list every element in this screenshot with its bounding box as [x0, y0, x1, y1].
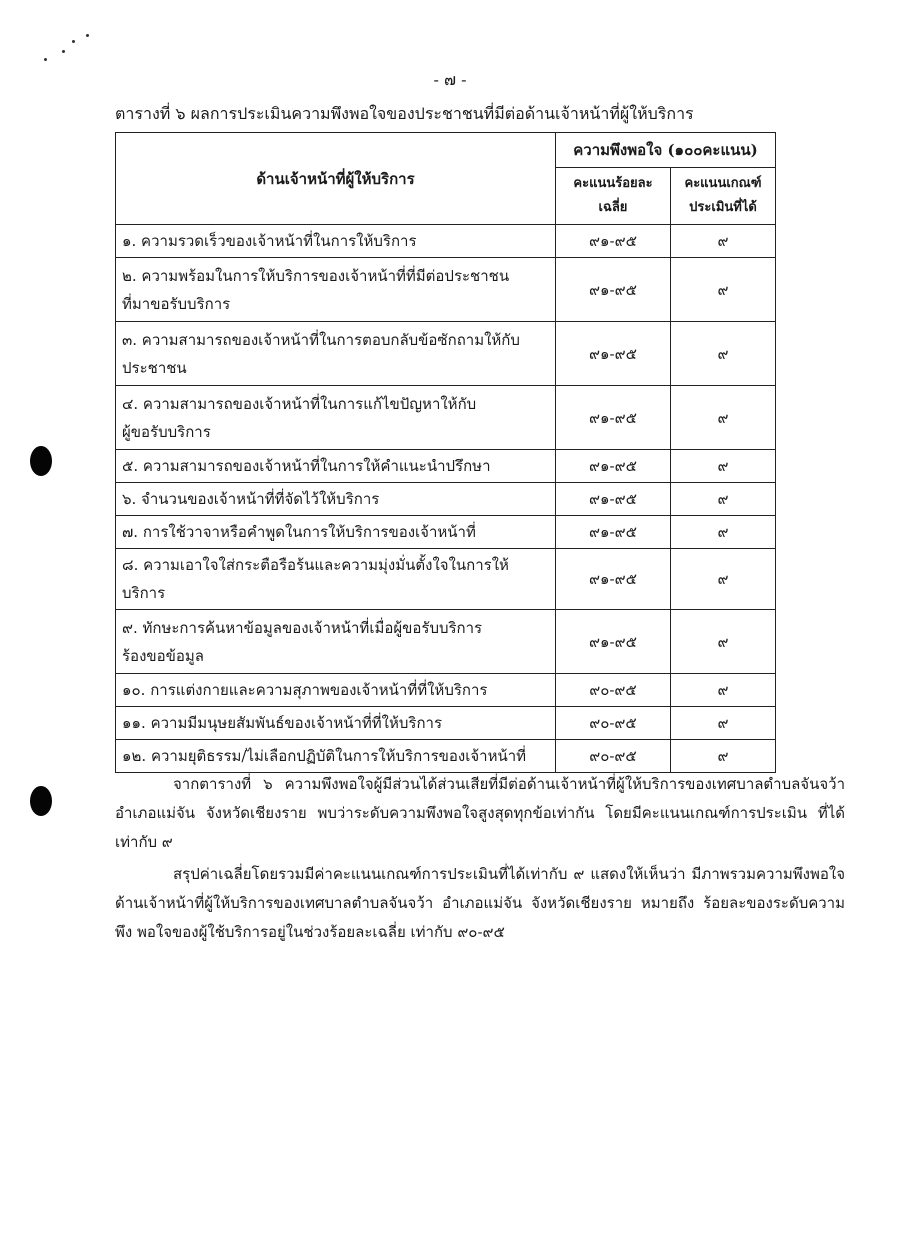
row-score: ๙ — [671, 225, 776, 258]
row-score: ๙ — [671, 549, 776, 610]
header-average-line1: คะแนนร้อยละ — [573, 176, 653, 191]
row-score: ๙ — [671, 483, 776, 516]
table-row — [116, 516, 776, 549]
table-row — [116, 674, 776, 707]
table-row — [116, 707, 776, 740]
row-score: ๙ — [671, 516, 776, 549]
scan-speck — [72, 40, 75, 43]
page-number: - ๗ - — [433, 70, 467, 89]
table-row — [116, 740, 776, 773]
row-item-line1: ๗. การใช้วาจาหรือคำพูดในการให้บริการของเจ้าหน้าที่ — [122, 523, 476, 541]
header-item: ด้านเจ้าหน้าที่ผู้ให้บริการ — [116, 133, 556, 225]
row-item — [116, 225, 556, 258]
row-score: ๙ — [671, 674, 776, 707]
header-average-line2: เฉลี่ย — [598, 200, 628, 215]
header-score-line2: ประเมินที่ได้ — [689, 200, 757, 215]
paragraph-1-text: จากตารางที่ ๖ ความพึงพอใจผู้มีส่วนได้ส่วนเสียที่มีต่อด้านเจ้าหน้าที่ผู้ให้บริการของเทศบาลตำบลจันจว้า อำเภอแม่จัน จังหวัดเชียงราย พบว่าระดับความพึงพอใจสูงสุดทุกข้อเท่ากัน โดยมีคะแนนเกณฑ์การประเมิน ที่ได้ เท่ากับ ๙ — [115, 775, 845, 851]
table-row — [116, 483, 776, 516]
row-average: ๙๑-๙๕ — [556, 225, 671, 258]
row-score: ๙ — [671, 740, 776, 773]
row-item-line1: ๕. ความสามารถของเจ้าหน้าที่ในการให้คำแนะนำปรึกษา — [122, 457, 491, 475]
punch-hole — [30, 786, 52, 816]
row-average: ๙๐-๙๕ — [556, 707, 671, 740]
table-row — [116, 258, 776, 322]
row-item-line1: ๑๐. การแต่งกายและความสุภาพของเจ้าหน้าที่ที่ให้บริการ — [122, 681, 488, 699]
row-average: ๙๑-๙๕ — [556, 610, 671, 674]
row-item — [116, 258, 556, 322]
row-score: ๙ — [671, 386, 776, 450]
summary-paragraph-1 — [115, 770, 845, 857]
row-item-line2: ผู้ขอรับบริการ — [122, 422, 211, 441]
row-item-line1: ๒. ความพร้อมในการให้บริการของเจ้าหน้าที่ที่มีต่อประชาชน — [122, 266, 510, 285]
row-average: ๙๑-๙๕ — [556, 258, 671, 322]
row-item — [116, 450, 556, 483]
row-score: ๙ — [671, 450, 776, 483]
row-item — [116, 740, 556, 773]
row-item — [116, 322, 556, 386]
row-average: ๙๑-๙๕ — [556, 549, 671, 610]
table-caption: ตารางที่ ๖ ผลการประเมินความพึงพอใจของประชาชนที่มีต่อด้านเจ้าหน้าที่ผู้ให้บริการ — [115, 104, 694, 123]
row-item — [116, 674, 556, 707]
row-score: ๙ — [671, 258, 776, 322]
row-score: ๙ — [671, 707, 776, 740]
row-average: ๙๑-๙๕ — [556, 516, 671, 549]
row-average: ๙๑-๙๕ — [556, 322, 671, 386]
paragraph-2-text: สรุปค่าเฉลี่ยโดยรวมมีค่าคะแนนเกณฑ์การประเมินที่ได้เท่ากับ ๙ แสดงให้เห็นว่า มีภาพรวมความพึงพอใจ ด้านเจ้าหน้าที่ผู้ให้บริการของเทศบาลตำบลจันจว้า อำเภอแม่จัน จังหวัดเชียงราย หมายถึง ร้อยละของระดับความพึง พอใจของผู้ใช้บริการอยู่ในช่วงร้อยละเฉลี่ย เท่ากับ ๙๐-๙๕ — [115, 865, 845, 941]
table-row — [116, 386, 776, 450]
row-item — [116, 386, 556, 450]
scan-speck — [62, 50, 65, 53]
row-item-line1: ๓. ความสามารถของเจ้าหน้าที่ในการตอบกลับข้อซักถามให้กับ — [122, 330, 520, 349]
summary-paragraph-2 — [115, 860, 845, 947]
row-item-line1: ๔. ความสามารถของเจ้าหน้าที่ในการแก้ไขปัญหาให้กับ — [122, 394, 477, 413]
scan-speck — [44, 58, 47, 61]
header-criteria-score — [671, 168, 776, 225]
scan-speck — [86, 34, 89, 37]
header-satisfaction-group: ความพึงพอใจ (๑๐๐คะแนน) — [556, 133, 776, 168]
table-row — [116, 549, 776, 610]
row-item-line1: ๑๒. ความยุติธรรม/ไม่เลือกปฏิบัติในการให้บริการของเจ้าหน้าที่ — [122, 747, 527, 765]
row-item-line1: ๑. ความรวดเร็วของเจ้าหน้าที่ในการให้บริการ — [122, 232, 417, 250]
row-score: ๙ — [671, 322, 776, 386]
table-row — [116, 322, 776, 386]
row-average: ๙๐-๙๕ — [556, 740, 671, 773]
row-item — [116, 707, 556, 740]
row-item-line1: ๖. จำนวนของเจ้าหน้าที่ที่จัดไว้ให้บริการ — [122, 490, 380, 508]
satisfaction-table — [115, 132, 776, 773]
row-item-line1: ๙. ทักษะการค้นหาข้อมูลของเจ้าหน้าที่เมื่อผู้ขอรับบริการ — [122, 618, 483, 637]
row-item-line1: ๘. ความเอาใจใส่กระตือรือร้นและความมุ่งมั่นตั้งใจในการให้บริการ — [122, 556, 509, 602]
row-score: ๙ — [671, 610, 776, 674]
punch-hole — [30, 446, 52, 476]
row-average: ๙๑-๙๕ — [556, 386, 671, 450]
row-average: ๙๑-๙๕ — [556, 483, 671, 516]
table-row — [116, 225, 776, 258]
row-item-line2: ร้องขอข้อมูล — [122, 646, 204, 665]
row-item-line2: ที่มาขอรับบริการ — [122, 294, 231, 313]
row-item-line1: ๑๑. ความมีมนุษยสัมพันธ์ของเจ้าหน้าที่ที่ให้บริการ — [122, 714, 443, 732]
row-item — [116, 516, 556, 549]
table-row — [116, 450, 776, 483]
row-item-line2: ประชาชน — [122, 358, 187, 377]
table-row — [116, 610, 776, 674]
row-item — [116, 610, 556, 674]
header-score-line1: คะแนนเกณฑ์ — [684, 176, 762, 191]
row-item — [116, 483, 556, 516]
row-item — [116, 549, 556, 610]
header-average-percent — [556, 168, 671, 225]
row-average: ๙๑-๙๕ — [556, 450, 671, 483]
row-average: ๙๐-๙๕ — [556, 674, 671, 707]
